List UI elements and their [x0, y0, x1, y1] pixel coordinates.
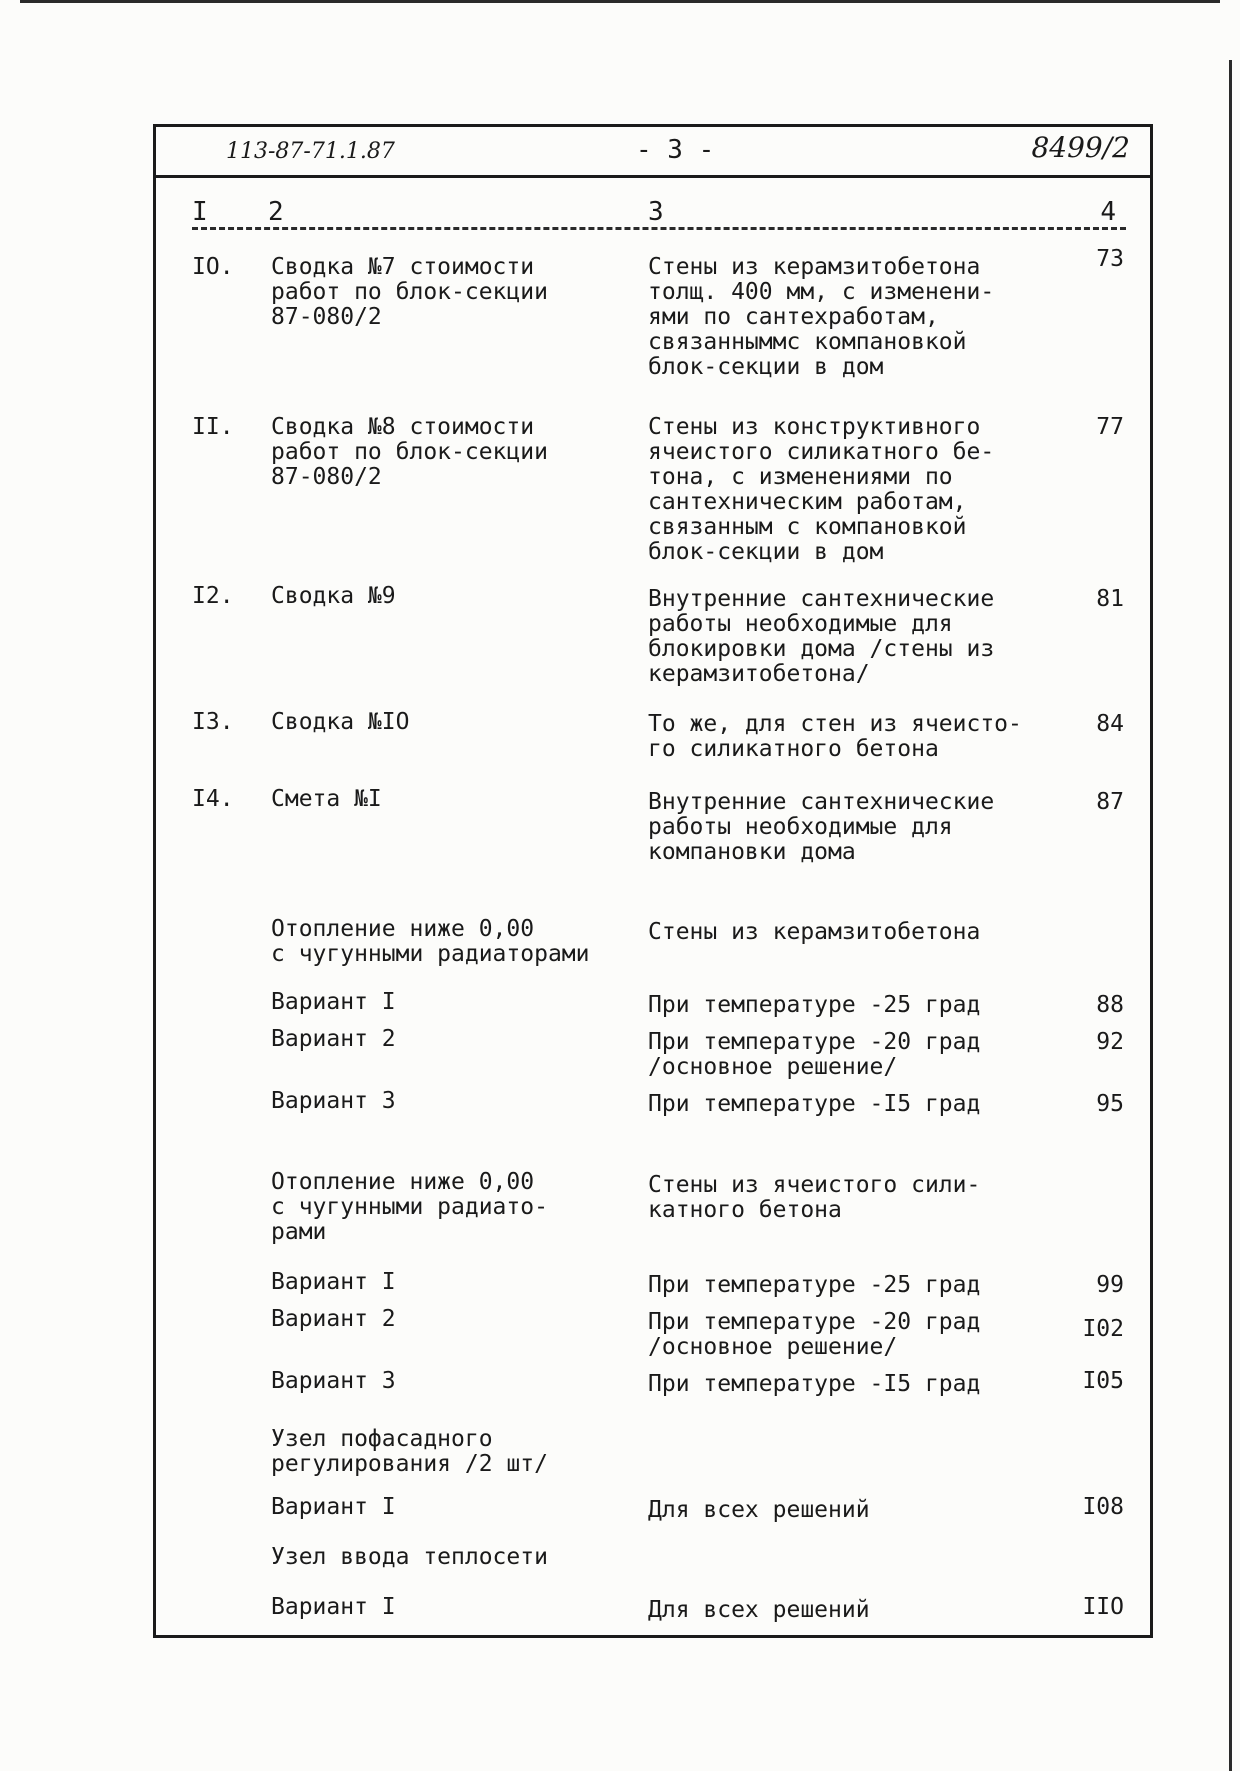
row-number: I2.	[192, 583, 234, 609]
variant-description: При температуре -20 град /основное решение/	[648, 1309, 981, 1360]
section-description: Стены из ячеистого сили- катного бетона	[648, 1172, 981, 1223]
section-description: Стены из керамзитобетона	[648, 919, 981, 945]
variant-name: Вариант 3	[271, 1368, 396, 1394]
section-heading: Отопление ниже 0,00 с чугунными радиато- рами	[271, 1169, 548, 1245]
inventory-number: 8499/2	[1031, 131, 1130, 164]
column-header-3: 3	[648, 197, 664, 227]
variant-name: Вариант I	[271, 1269, 396, 1295]
row-number: I3.	[192, 709, 234, 735]
row-number: IO.	[192, 254, 234, 280]
row-name: Сводка №9	[271, 583, 396, 609]
row-description: Стены из керамзитобетона толщ. 400 мм, с изменени- ями по сантехработам, связанныммс компановкой блок-секции в дом	[648, 254, 995, 380]
row-description: То же, для стен из ячеисто- го силикатного бетона	[648, 711, 1022, 762]
section-heading: Узел ввода теплосети	[271, 1544, 548, 1570]
header-divider	[192, 227, 1126, 230]
variant-page: IIO	[1082, 1594, 1124, 1620]
row-page: 77	[1096, 414, 1124, 440]
variant-name: Вариант I	[271, 1494, 396, 1520]
variant-name: Вариант I	[271, 989, 396, 1015]
row-number: II.	[192, 414, 234, 440]
row-name: Сводка №8 стоимости работ по блок-секции 87-080/2	[271, 414, 548, 490]
row-name: Сводка №IO	[271, 709, 410, 735]
variant-page: I05	[1082, 1368, 1124, 1394]
variant-name: Вариант 3	[271, 1088, 396, 1114]
variant-page: 99	[1096, 1272, 1124, 1298]
variant-name: Вариант 2	[271, 1026, 396, 1052]
row-description: Внутренние сантехнические работы необходимые для компановки дома	[648, 789, 995, 865]
variant-description: Для всех решений	[648, 1497, 870, 1523]
scan-edge-right	[1229, 60, 1232, 1771]
row-page: 87	[1096, 789, 1124, 815]
variant-page: 95	[1096, 1091, 1124, 1117]
page-number: - 3 -	[636, 135, 715, 165]
variant-description: При температуре -I5 град	[648, 1091, 981, 1117]
column-header-1: I	[192, 197, 208, 227]
row-number: I4.	[192, 786, 234, 812]
variant-description: При температуре -25 град	[648, 992, 981, 1018]
column-headers	[156, 197, 1150, 237]
variant-page: 88	[1096, 992, 1124, 1018]
row-page: 73	[1096, 246, 1124, 272]
row-name: Сводка №7 стоимости работ по блок-секции 87-080/2	[271, 254, 548, 330]
document-frame	[153, 124, 1153, 1638]
column-header-2: 2	[268, 197, 284, 227]
section-heading: Узел пофасадного регулирования /2 шт/	[271, 1426, 548, 1477]
variant-name: Вариант 2	[271, 1306, 396, 1332]
variant-page: 92	[1096, 1029, 1124, 1055]
section-heading: Отопление ниже 0,00 с чугунными радиаторами	[271, 916, 590, 967]
variant-description: При температуре -20 град /основное решение/	[648, 1029, 981, 1080]
document-code: 113-87-71.1.87	[226, 139, 395, 164]
scan-edge-top	[20, 0, 1220, 3]
variant-description: Для всех решений	[648, 1597, 870, 1623]
row-description: Внутренние сантехнические работы необходимые для блокировки дома /стены из керамзитобетона/	[648, 586, 995, 687]
row-description: Стены из конструктивного ячеистого силикатного бе- тона, с изменениями по сантехническим работам, связанным с компановкой блок-секции в дом	[648, 414, 995, 565]
row-page: 81	[1096, 586, 1124, 612]
variant-description: При температуре -25 град	[648, 1272, 981, 1298]
variant-page: I08	[1082, 1494, 1124, 1520]
header-row	[156, 127, 1150, 178]
variant-name: Вариант I	[271, 1594, 396, 1620]
variant-page: I02	[1082, 1316, 1124, 1342]
row-page: 84	[1096, 711, 1124, 737]
variant-description: При температуре -I5 град	[648, 1371, 981, 1397]
column-header-4: 4	[1100, 197, 1116, 227]
row-name: Смета №I	[271, 786, 382, 812]
